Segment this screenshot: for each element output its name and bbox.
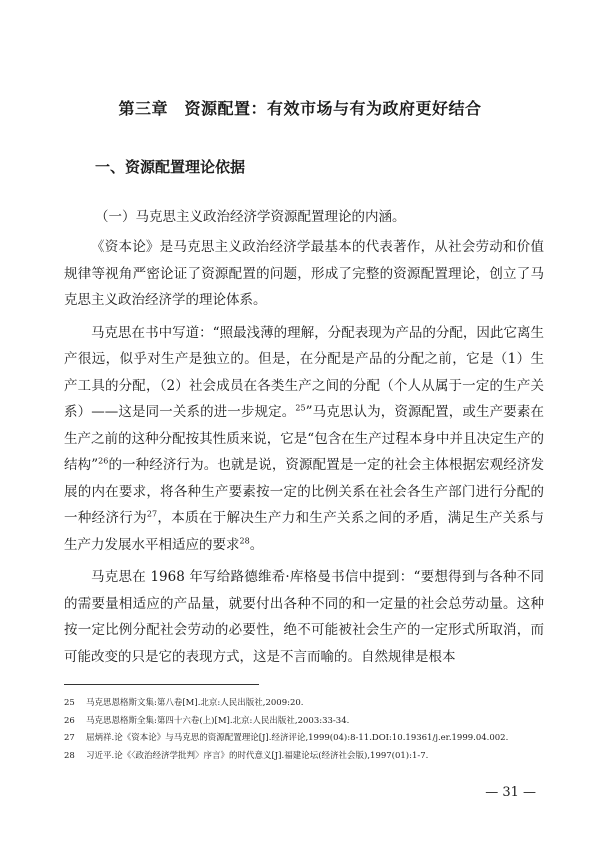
footnote-number: 25 (64, 698, 75, 708)
footnote-text: 习近平.论《〈政治经济学批判〉序言》的时代意义[J].福建论坛(经济社会版),1997(01):1-7. (86, 750, 429, 761)
footnote-number: 28 (64, 750, 75, 761)
page-number: — 31 — (485, 785, 536, 800)
paragraph-3 (64, 564, 544, 670)
chapter-title: 第三章 资源配置：有效市场与有为政府更好结合 (118, 99, 482, 118)
paragraph-1 (64, 234, 544, 314)
footnote-number: 27 (64, 733, 75, 743)
footnote-text: 马克思恩格斯文集:第八卷[M].北京:人民出版社,2009:20. (86, 698, 304, 708)
footnote-text: 马克思恩格斯全集:第四十六卷(上)[M].北京:人民出版社,2003:33-34. (86, 715, 350, 726)
footnote-26 (64, 713, 544, 731)
section-heading: 一、资源配置理论依据 (95, 158, 246, 176)
paragraph-text: 《资本论》是马克思主义政治经济学最基本的代表著作，从社会劳动和价值规律等视角严密论证了资源配置的问题，形成了完整的资源配置理论，创立了马克思主义政治经济学的理论体系。 (64, 239, 544, 308)
paragraph-text: 的一种经济行为。也就是说，资源配置是一定的社会主体根据宏观经济发展的内在要求，将各种生产要素按一定的比例关系在社会各生产部门进行分配的一种经济行为 (64, 457, 545, 526)
footnote-ref-27[interactable]: 27 (146, 509, 158, 519)
footnote-text: 屈炳祥.论《资本论》与马克思的资源配置理论[J].经济评论,1999(04):8-11.DOI:10.19361/j.er.1999.04.002. (86, 733, 509, 743)
footnotes (64, 695, 544, 765)
body-text (64, 234, 544, 670)
paragraph-text: ，本质在于解决生产力和生产关系之间的矛盾，满足生产关系与生产力发展水平相适应的要求 (64, 510, 545, 553)
footnote-28 (64, 748, 544, 766)
footnote-27 (64, 730, 544, 748)
footnote-ref-25[interactable]: 25 (295, 403, 306, 413)
paragraph-text: 。 (249, 536, 264, 553)
paragraph-text: ”马克思认为，资源配置，或生产要素在生产之前的这种分配按其性质来说，它是“包含在生产过程本身中并且决定生产的结构” (64, 404, 545, 473)
footnote-25 (64, 695, 544, 713)
footnote-number: 26 (64, 715, 75, 726)
paragraph-2 (64, 320, 544, 559)
paragraph-text: 马克思在 1968 年写给路德维希·库格曼书信中提到：“要想得到与各种不同的需要量相适应的产品量，就要付出各种不同的和一定量的社会总劳动量。这种按一定比例分配社会劳动的必要性，绝不可能被社会生产的一定形式所取消，而可能改变的只是它的表现方式，这是不言而喻的。自然规律是根本 (64, 569, 544, 665)
footnote-ref-28[interactable]: 28 (239, 536, 250, 545)
footnote-divider (64, 684, 259, 685)
subsection-heading: （一）马克思主义政治经济学资源配置理论的内涵。 (95, 209, 406, 225)
paragraph-text: 马克思在书中写道：“照最浅薄的理解，分配表现为产品的分配，因此它离生产很远，似乎对生产是独立的。但是，在分配是产品的分配之前，它是（1）生产工具的分配，（2）社会成员在各类生产之间的分配（个人从属于一定的生产关系）——这是同一关系的进一步规定。 (64, 324, 544, 420)
footnote-ref-26[interactable]: 26 (98, 456, 109, 466)
